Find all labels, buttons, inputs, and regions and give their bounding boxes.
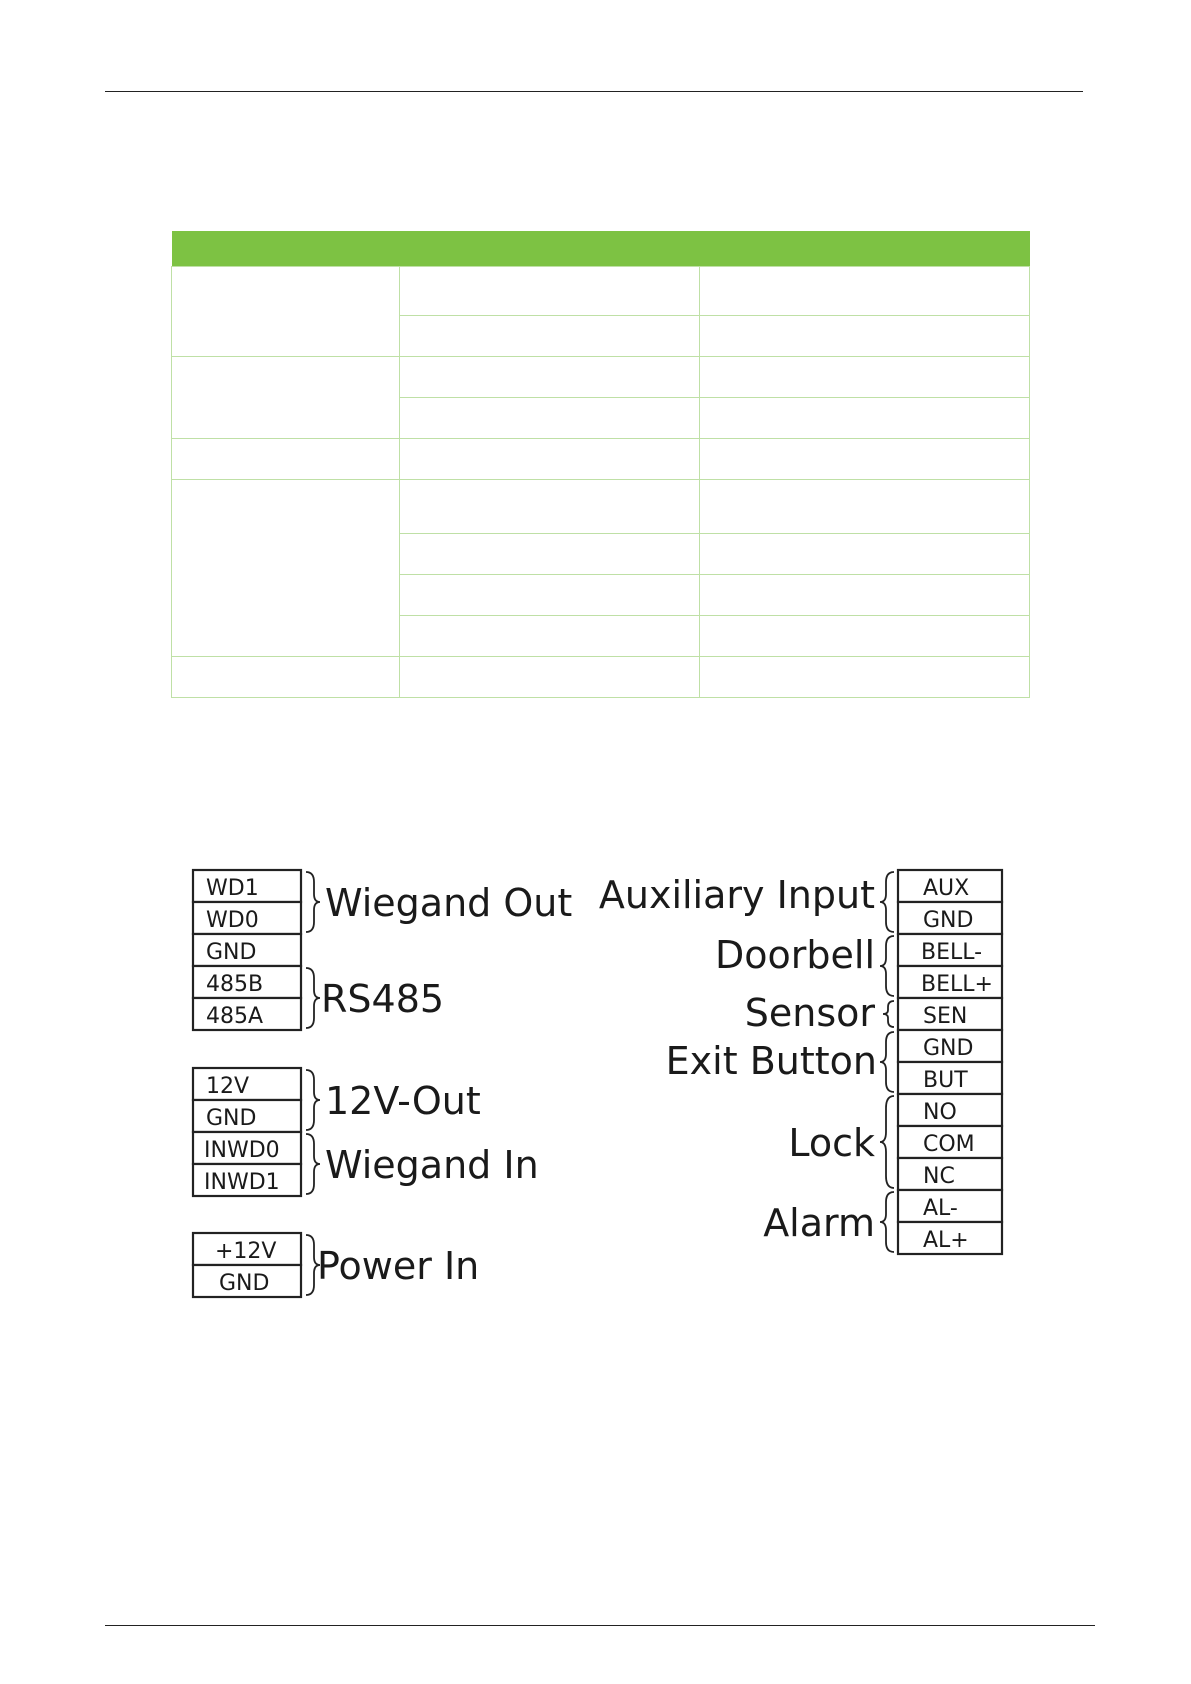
pin-12v: 12V (206, 1074, 250, 1099)
pin-wd1: WD1 (206, 876, 259, 901)
table-cell (700, 316, 1030, 357)
pin-485a: 485A (206, 1004, 264, 1029)
label-wiegand-in: Wiegand In (325, 1143, 539, 1187)
table-cell (700, 357, 1030, 398)
table-cell (700, 439, 1030, 480)
table-cell (700, 267, 1030, 316)
label-doorbell: Doorbell (715, 933, 875, 977)
label-12v-out: 12V-Out (325, 1079, 481, 1123)
table-header-row (172, 231, 1030, 267)
table-cell (700, 480, 1030, 534)
pin-nc: NC (923, 1164, 955, 1189)
pin-bell-plus: BELL+ (921, 972, 993, 997)
label-sensor: Sensor (744, 991, 875, 1035)
terminal-block-right (898, 870, 1002, 1254)
table-header-cell (400, 231, 700, 267)
wiring-diagram (175, 838, 1020, 1308)
terminal-block-12v-wiegand-in (193, 1068, 301, 1196)
pin-inwd0: INWD0 (204, 1138, 280, 1163)
table-cell (172, 480, 400, 657)
pin-al-minus: AL- (923, 1196, 958, 1221)
pin-no: NO (923, 1100, 957, 1125)
table-cell (172, 657, 400, 698)
pin-sen: SEN (923, 1004, 968, 1029)
table-cell (400, 657, 700, 698)
table-header-cell (172, 231, 400, 267)
label-alarm: Alarm (763, 1201, 875, 1245)
label-rs485: RS485 (321, 977, 445, 1021)
pin-gnd: GND (923, 1036, 974, 1061)
table-cell (400, 357, 700, 398)
label-exit-button: Exit Button (665, 1039, 877, 1083)
spec-table (171, 231, 1030, 698)
table-cell (400, 534, 700, 575)
table-cell (400, 439, 700, 480)
table-cell (700, 616, 1030, 657)
pin-bell-minus: BELL- (921, 940, 983, 965)
pin-inwd1: INWD1 (204, 1170, 280, 1195)
table-cell (172, 439, 400, 480)
footer-rule (105, 1625, 1095, 1626)
label-power-in: Power In (317, 1244, 480, 1288)
table-cell (400, 616, 700, 657)
table-cell (400, 398, 700, 439)
pin-gnd: GND (206, 1106, 257, 1131)
pin-gnd: GND (923, 908, 974, 933)
table-row (172, 657, 1030, 698)
label-wiegand-out: Wiegand Out (325, 881, 573, 925)
label-auxiliary-input: Auxiliary Input (598, 873, 875, 917)
table-cell (700, 534, 1030, 575)
table-cell (700, 657, 1030, 698)
pin-aux: AUX (923, 876, 970, 901)
table-cell (400, 480, 700, 534)
table-cell (700, 575, 1030, 616)
header-rule (105, 91, 1083, 92)
table-cell (400, 267, 700, 316)
pin-com: COM (923, 1132, 975, 1157)
table-header-cell (700, 231, 1030, 267)
pin-485b: 485B (206, 972, 264, 997)
pin-wd0: WD0 (206, 908, 259, 933)
pin-al-plus: AL+ (923, 1228, 969, 1253)
pin-gnd: GND (219, 1271, 270, 1296)
table-cell (400, 316, 700, 357)
pin-gnd: GND (206, 940, 257, 965)
label-lock: Lock (788, 1121, 875, 1165)
table-row (172, 439, 1030, 480)
terminal-block-power-in (193, 1233, 301, 1297)
terminal-block-wiegand-rs485 (193, 870, 301, 1030)
table-row (172, 267, 1030, 316)
table-row (172, 480, 1030, 534)
pin-but: BUT (923, 1068, 968, 1093)
table-row (172, 357, 1030, 398)
pin-plus-12v: +12V (215, 1239, 277, 1264)
table-cell (172, 357, 400, 439)
table-cell (700, 398, 1030, 439)
table-cell (172, 267, 400, 357)
table-cell (400, 575, 700, 616)
